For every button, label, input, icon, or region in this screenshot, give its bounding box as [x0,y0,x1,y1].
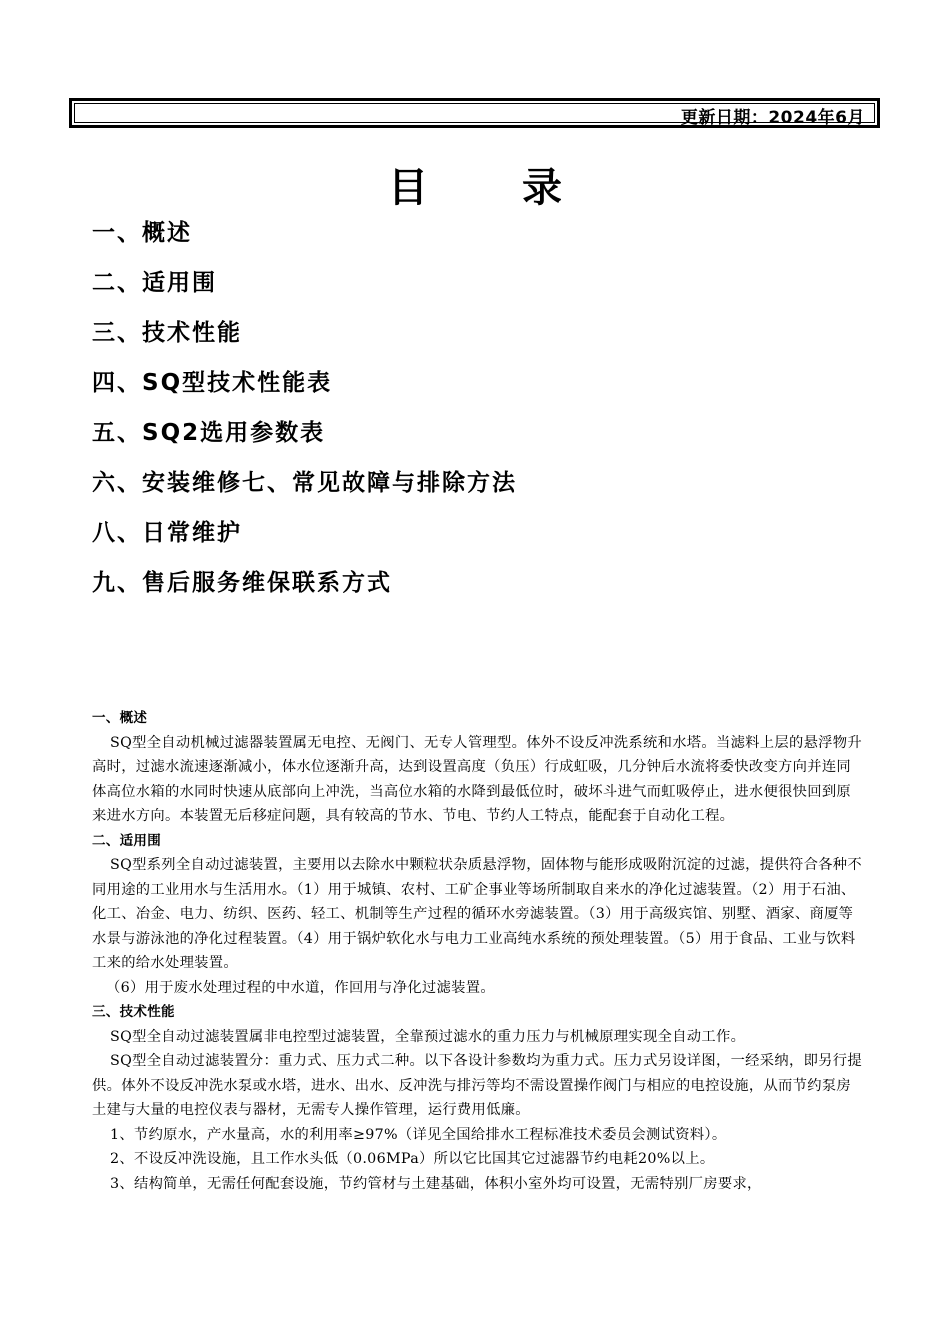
toc-item[interactable]: 五、SQ2选用参数表 [92,420,326,446]
toc-item[interactable]: 一、概述 [92,220,192,246]
section-heading-scope: 二、适用围 [92,832,161,849]
body-text [92,706,862,1196]
performance-item-1: 1、节约原水，产水量高，水的利用率≥97%（详见全国给排水工程标准技术委员会测试资料）。 [110,1126,727,1143]
performance-item-3: 3、结构简单，无需任何配套设施，节约管材与土建基础，体积小室外均可设置，无需特别厂房要求， [110,1175,762,1192]
toc-list [92,216,517,616]
scope-paragraph: SQ型系列全自动过滤装置，主要用以去除水中颗粒状杂质悬浮物，固体物与能形成吸附沉淀的过滤，提供符合各种不同用途的工业用水与生活用水。（1）用于城镇、农村、工矿企事业等场所制取自来水的净化过滤装置。（2）用于石油、化工、冶金、电力、纺织、医药、轻工、机制等生产过程的循环水旁滤装置。（3）用于高级宾馆、别墅、酒家、商厦等水景与游泳池的净化过程装置。（4）用于锅炉软化水与电力工业高纯水系统的预处理装置。（5）用于食品、工业与饮料工来的给水处理装置。 [92,857,862,971]
header-box [69,98,880,128]
toc-title: 目 录 [388,165,602,211]
toc-item[interactable]: 三、技术性能 [92,320,242,346]
toc-item[interactable]: 八、日常维护 [92,520,242,546]
scope-extra-line: （6）用于废水处理过程的中水道，作回用与净化过滤装置。 [106,979,495,996]
performance-paragraph-1: SQ型全自动过滤装置属非电控型过滤装置，全靠预过滤水的重力压力与机械原理实现全自动工作。 [110,1028,746,1045]
toc-item[interactable]: 九、售后服务维保联系方式 [92,570,392,596]
section-heading-overview: 一、概述 [92,710,148,726]
performance-item-2: 2、不设反冲洗设施，且工作水头低（0.06MPa）所以它比国其它过滤器节约电耗20%以上。 [110,1151,715,1167]
toc-item[interactable]: 六、安装维修七、常见故障与排除方法 [92,470,517,496]
toc-item[interactable]: 四、SQ型技术性能表 [92,370,333,396]
performance-paragraph-2: SQ型全自动过滤装置分：重力式、压力式二种。以下各设计参数均为重力式。压力式另设详图，一经采纳，即另行提供。体外不设反冲洗水泵或水塔，进水、出水、反冲洗与排污等均不需设置操作阀门与相应的电控设施，从而节约泵房土建与大量的电控仪表与器材，无需专人操作管理，运行费用低廉。 [92,1053,862,1118]
overview-paragraph: SQ型全自动机械过滤器装置属无电控、无阀门、无专人管理型。体外不设反冲洗系统和水塔。当滤料上层的悬浮物升高时，过滤水流速逐渐减小，体水位逐渐升高，达到设置高度（负压）行成虹吸，几分钟后水流将委快改变方向并连同体高位水箱的水同时快速从底部向上冲洗，当高位水箱的水降到最低位时，破坏斗进气而虹吸停止，进水便很快回到原来进水方向。本装置无后移症问题，具有较高的节水、节电、节约人工特点，能配套于自动化工程。 [92,734,862,824]
toc-item[interactable]: 二、适用围 [92,270,217,296]
update-date: 更新日期：2024年6月 [680,108,865,128]
section-heading-performance: 三、技术性能 [92,1004,175,1020]
